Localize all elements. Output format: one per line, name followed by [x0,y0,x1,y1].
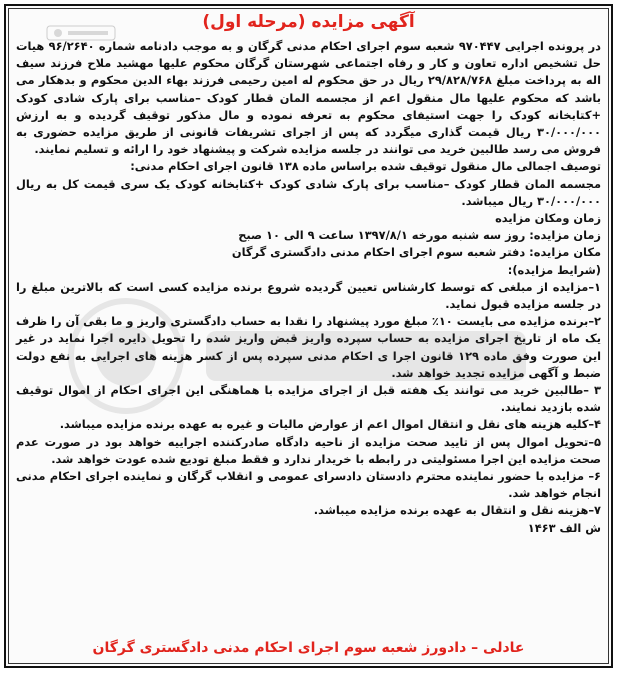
auction-time: زمان مزایده: روز سه شنبه مورخه ۱۳۹۷/۸/۱ ساعت ۹ الی ۱۰ صبح [238,228,601,243]
condition-item: ۱–مزایده از مبلغی که توسط کارشناس تعیین گردیده شروع برنده مزایده کسی است که بالاترین مبلغ را در جلسه مزایده قبول نماید. [16,279,601,312]
condition-item: ۵–تحویل اموال پس از تایید صحت مزایده از ناحیه دادگاه صادرکننده اجراییه خواهد بود در صورت عدم صحت مزایده این اجرا مسئولیتی در رابطه با خریدار ندارد و فقط مبلغ تودیع شده عودت خواهد شد. [16,434,601,466]
auction-place: مکان مزایده: دفتر شعبه سوم اجرای احکام مدنی دادگستری گرگان [231,245,601,260]
conditions-heading: (شرایط مزایده): [507,262,601,277]
condition-item: ۶– مزایده با حضور نماینده محترم دادستان دادسرای عمومی و انقلاب گرگان و نماینده اجرای احکام مدنی انجام خواهد شد. [16,469,601,501]
condition-item: ۴–کلیه هزینه های نقل و انتقال اموال اعم از عوارض مالیات و غیره به عهده برنده مزایده میباشد. [59,417,601,432]
notice-frame [4,4,613,668]
reference-number: ش الف ۱۴۶۳ [527,520,601,535]
condition-item: ۲–برنده مزایده می بایست ۱۰٪ مبلغ مورد پیشنهاد را نقدا به حساب دادگستری واریز و ما بقی آن را ظرف یک ماه از تاریخ اجرای مزایده به حساب سپرده واریز قبض واریز شده را تحویل دایره اجرا نماید در غیر این صورت وفق ماده ۱۲۹ قانون اجرا ی احکام مدنی سپرده پس از کسر هزینه های اجرایی به نفع دولت ضبط و آگهی مزایده تجدید خواهد شد. [16,314,601,380]
notice-footer-signature: عادلی – دادورز شعبه سوم اجرای احکام مدنی دادگستری گرگان [92,640,525,656]
condition-item: ۷–هزینه نقل و انتقال به عهده برنده مزایده میباشد. [313,503,601,518]
property-description-heading: توصیف اجمالی مال منقول توقیف شده براساس ماده ۱۳۸ قانون اجرای احکام مدنی: [130,159,601,174]
time-place-heading: زمان ومکان مزایده [495,211,601,226]
notice-body [16,38,601,537]
notice-title: آگهی مزایده (مرحله اول) [202,12,415,32]
condition-item: ۳ –طالبین خرید می توانند یک هفته قبل از اجرای مزایده با هماهنگی این اجرای احکام از اموال توقیف شده بازدید نمایند. [16,383,601,415]
intro-paragraph: در پرونده اجرایی ۹۷۰۴۴۷ شعبه سوم اجرای احکام مدنی گرگان و به موجب دادنامه شماره ۹۶/۲۶۴۰ هیات حل تشخیص اداره تعاون و کار و رفاه اجتماعی شهرستان گرگان محکوم علیها مهشید ملاح فرزند سیف اله به پرداخت مبلغ ۲۹/۸۲۸/۷۶۸ ریال در حق محکوم له امین رحیمی فرزند بهاء الدین محکوم و بدهکار می باشد که محکوم علیها مال منقول اعم از مجسمه المان قطار کودک –مناسب برای پارک شادی کودک +کتابخانه کودک را جهت استیفای محکوم به تعرفه نموده و مال مذکور توقیف گردیده و به ارزش ۳۰/۰۰۰/۰۰۰ ریال قیمت گذاری میگردد که پس از اجرای تشریفات قانونی از طریق مزایده حضوری به فروش می رسد طالبین خرید می توانند در جلسه مزایده شرکت و پیشنهاد خود را ارائه و تسلیم نمایند. [16,39,602,157]
property-description: مجسمه المان قطار کودک –مناسب برای پارک شادی کودک +کتابخانه کودک یک سری قیمت کل به ریال ۳۰/۰۰۰/۰۰۰ ریال میباشد. [16,176,601,208]
